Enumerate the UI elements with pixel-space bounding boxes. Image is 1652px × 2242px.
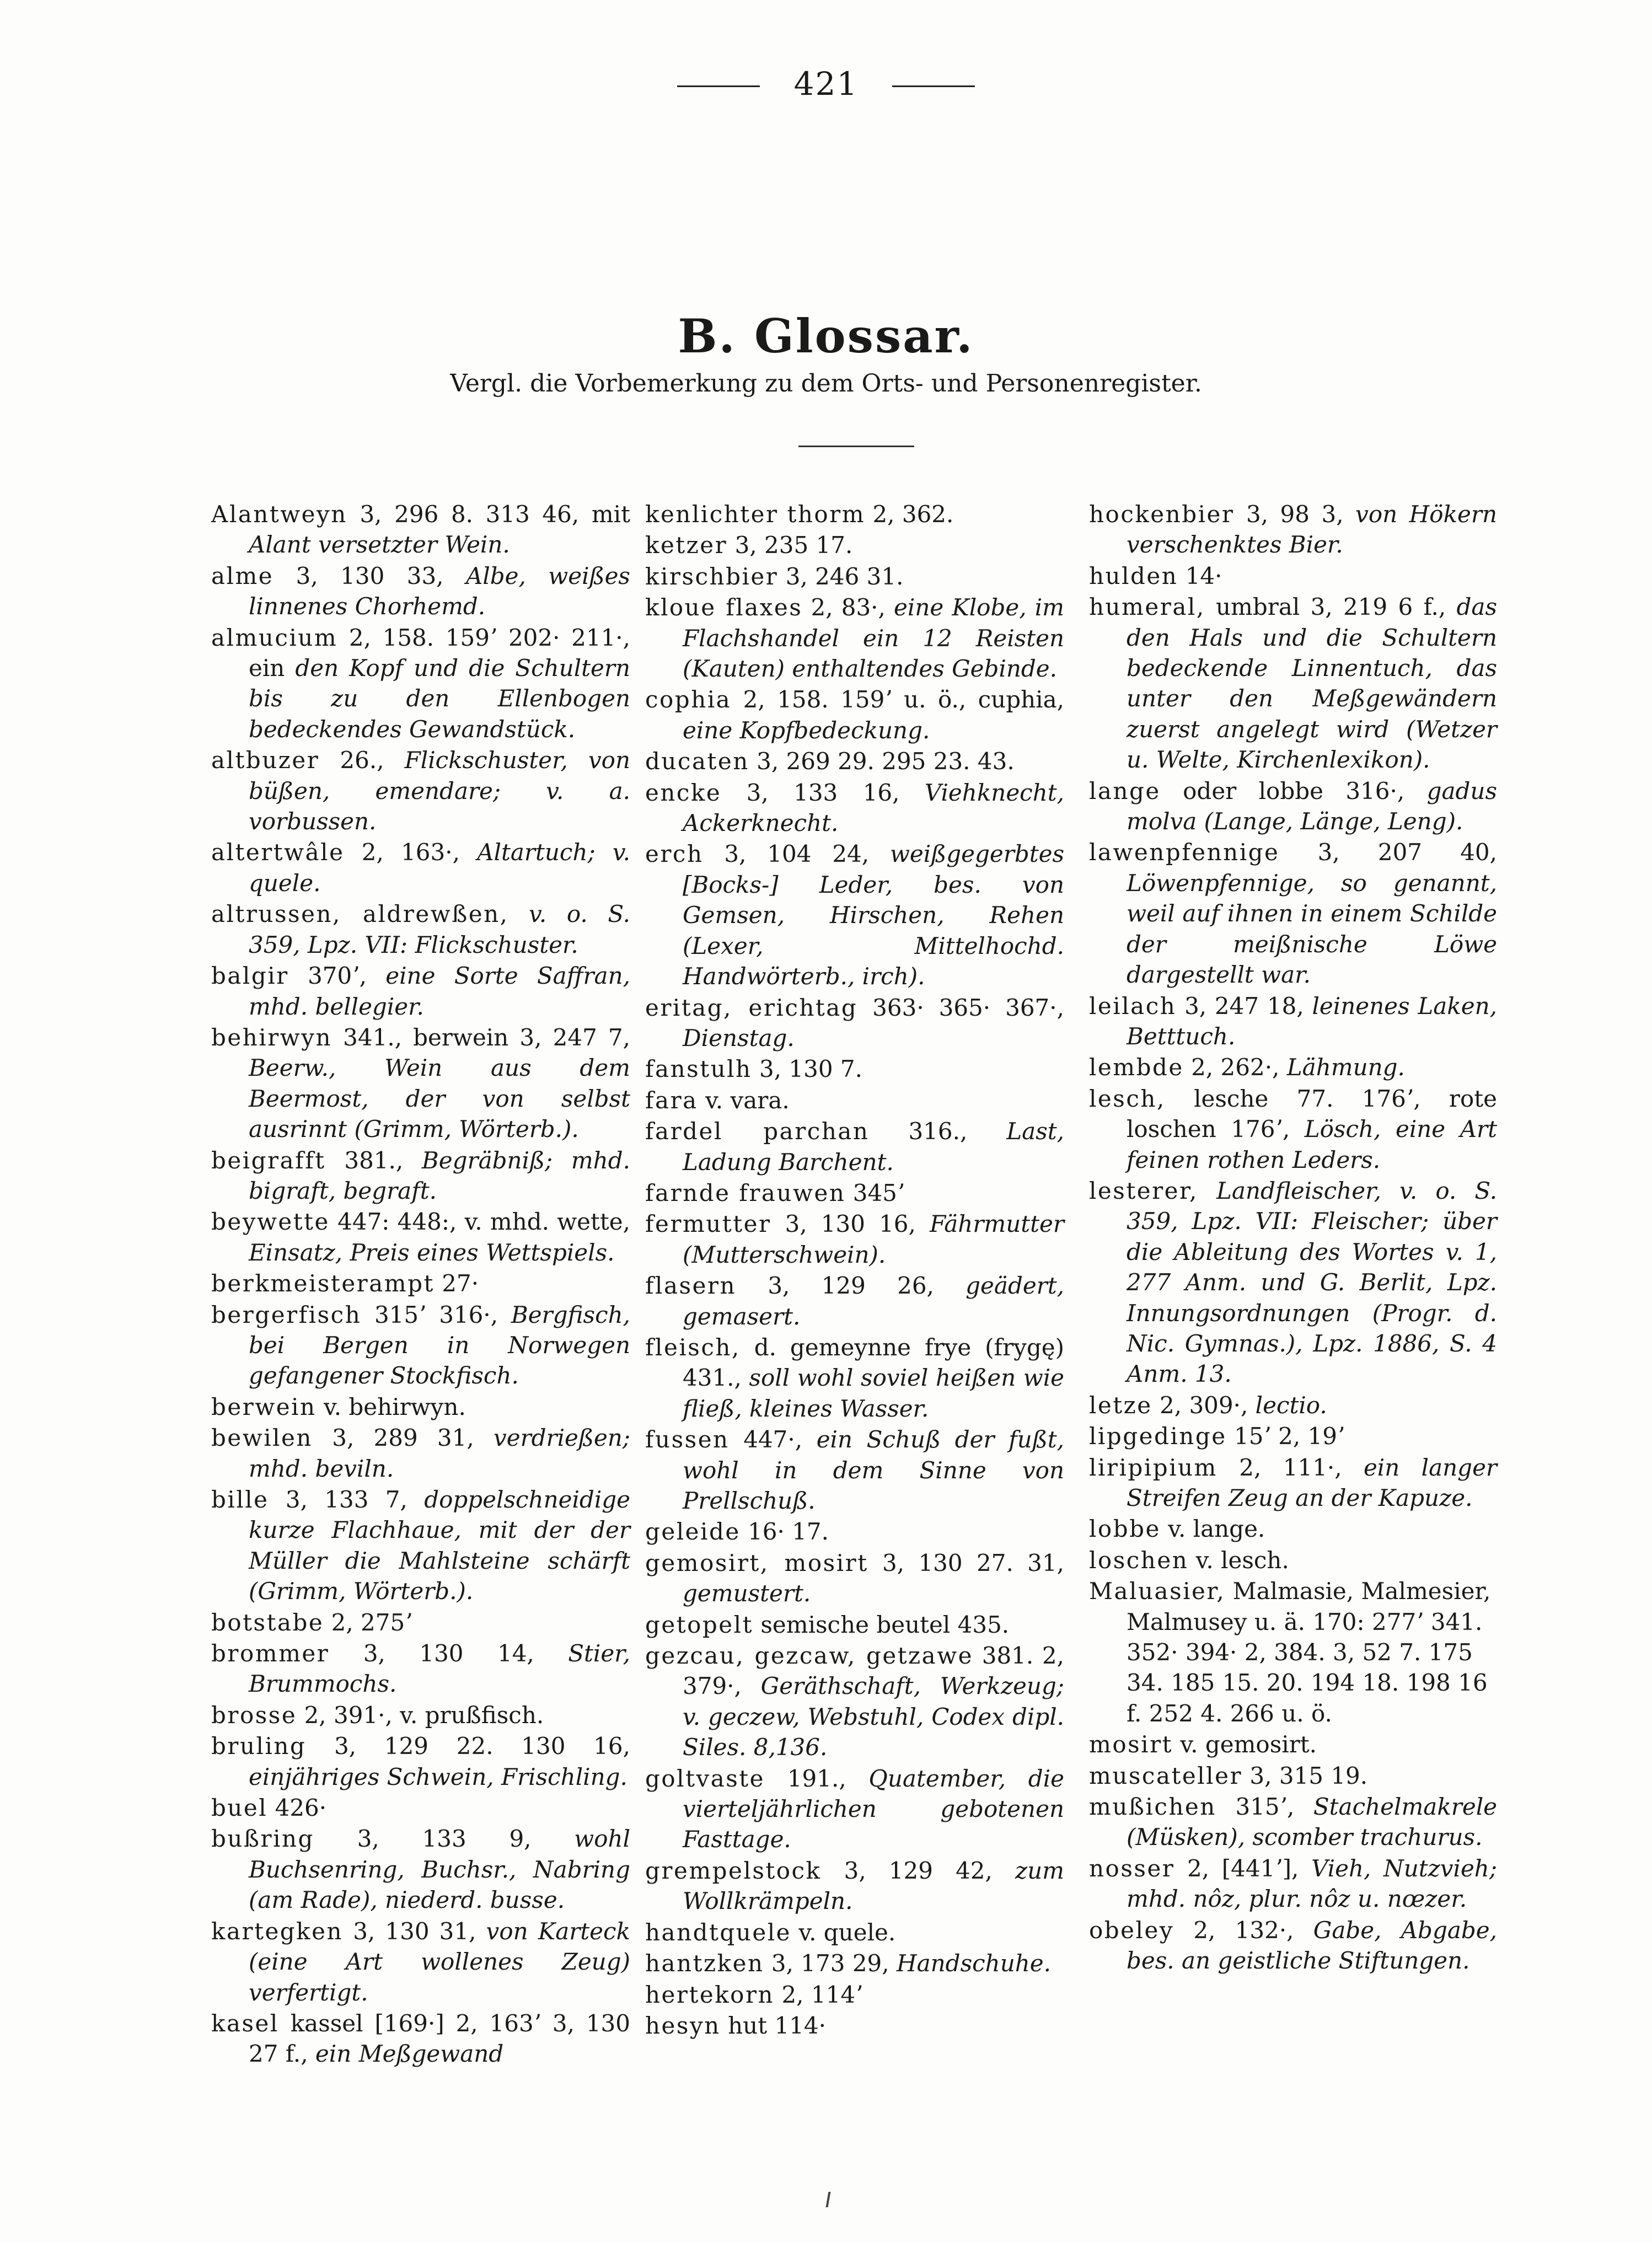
entry-gloss: Einsatz, Preis eines Wettspiels. bbox=[249, 1238, 615, 1266]
entry-headword: hertekorn bbox=[645, 1981, 775, 2008]
entry-references: v. gemosirt. bbox=[1180, 1731, 1317, 1758]
entry-references: 3, 98 3, bbox=[1246, 501, 1344, 528]
entry-gloss: weißgegerbtes [Bocks-] Leder, bes. von Gemsen, Hirschen, Rehen (Lexer, Mittelhochd. Handwörterb., irch). bbox=[683, 840, 1064, 990]
entry-references: 316., bbox=[908, 1118, 968, 1145]
entry-headword: hesyn bbox=[645, 2012, 721, 2039]
glossary-entry bbox=[1089, 1052, 1497, 1082]
entry-references: v. behirwyn. bbox=[323, 1393, 466, 1420]
entry-gloss: doppelschneidige kurze Flachhaue, mit der der Müller die Mahlsteine schärft (Grimm, Wörterb.). bbox=[249, 1486, 630, 1605]
entry-gloss: von Karteck (eine Art wollenes Zeug) verfertigt. bbox=[249, 1917, 631, 2006]
glossary-entry bbox=[1089, 776, 1497, 837]
entry-headword: Alantweyn bbox=[211, 501, 347, 528]
entry-headword: lipgedinge bbox=[1089, 1423, 1227, 1450]
entry-references: 2, 163·, bbox=[361, 839, 460, 866]
entry-references: v. quele. bbox=[798, 1918, 896, 1946]
entry-headword: bille bbox=[211, 1486, 269, 1513]
entry-gloss: Handschuhe. bbox=[896, 1950, 1052, 1977]
glossary-entry bbox=[211, 1392, 630, 1422]
entry-gloss: verdrießen; mhd. beviln. bbox=[249, 1424, 631, 1482]
glossary-column-1 bbox=[211, 499, 630, 2070]
entry-references: kassel [169·] 2, 163ʼ 3, 130 27 f., bbox=[249, 2009, 630, 2068]
entry-references: 27· bbox=[442, 1270, 479, 1297]
entry-references: 2, 362. bbox=[872, 501, 954, 528]
glossary-entry bbox=[1089, 1853, 1497, 1914]
glossary-entry bbox=[1089, 1761, 1497, 1791]
entry-headword: kenlichter thorm bbox=[645, 501, 866, 528]
entry-headword: grempelstock bbox=[645, 1857, 822, 1884]
entry-gloss: eine Sorte Saffran, mhd. bellegier. bbox=[249, 962, 630, 1020]
glossary-entry bbox=[645, 561, 1064, 592]
glossary-entry bbox=[645, 993, 1064, 1054]
entry-references: 381., bbox=[344, 1146, 404, 1174]
glossary-entry bbox=[211, 1638, 630, 1699]
glossary-entry bbox=[645, 2010, 1064, 2041]
entry-headword: kirschbier bbox=[645, 562, 779, 590]
entry-references: 3, 289 31, bbox=[332, 1424, 474, 1452]
glossary-entry bbox=[1089, 1576, 1497, 1729]
glossary-entry bbox=[645, 1763, 1064, 1855]
entry-references: 3, 129 42, bbox=[844, 1857, 993, 1884]
entry-references: 381. 2, 379·, bbox=[683, 1642, 1064, 1700]
entry-headword: nosser bbox=[1089, 1854, 1175, 1882]
glossary-entry bbox=[211, 623, 630, 745]
entry-headword: lesterer, bbox=[1089, 1177, 1198, 1204]
entry-headword: letze bbox=[1089, 1391, 1152, 1419]
glossary-entry bbox=[211, 1022, 630, 1145]
entry-headword: fanstulh bbox=[645, 1055, 752, 1083]
entry-gloss: Gabe, Abgabe, bes. an geistliche Stiftungen. bbox=[1127, 1916, 1497, 1975]
section-subtitle: Vergl. die Vorbemerkung zu dem Orts- und Personenregister. bbox=[450, 369, 1202, 398]
glossary-entry bbox=[211, 837, 630, 898]
entry-headword: geleide bbox=[645, 1518, 741, 1546]
page-number: 421 bbox=[793, 65, 859, 103]
entry-references: lesche 77. 176ʼ, rote loschen 176ʼ, bbox=[1127, 1085, 1498, 1143]
entry-headword: brommer bbox=[211, 1640, 330, 1667]
section-title: B. Glossar. bbox=[678, 309, 974, 363]
entry-references: 2, [441ʼ], bbox=[1187, 1854, 1299, 1882]
glossary-entry bbox=[211, 899, 630, 960]
glossary-entry bbox=[211, 745, 630, 836]
entry-references: 3, 246 31. bbox=[785, 562, 904, 590]
entry-headword: muscateller bbox=[1089, 1762, 1243, 1789]
entry-references: 2, 158. 159ʼ 202· 211·, ein bbox=[249, 624, 630, 682]
entry-gloss: den Kopf und die Schultern bis zu den Ellenbogen bedeckendes Gewandstück. bbox=[249, 655, 630, 743]
entry-gloss: ein Meßgewand bbox=[315, 2040, 504, 2068]
entry-headword: balgir bbox=[211, 962, 289, 990]
glossary-entry bbox=[645, 1855, 1064, 1917]
glossary-entry bbox=[211, 1423, 630, 1484]
entry-gloss: ein langer Streifen Zeug an der Kapuze. bbox=[1127, 1453, 1497, 1511]
entry-headword: mußichen bbox=[1089, 1793, 1216, 1821]
glossary-entry bbox=[1089, 991, 1497, 1052]
entry-gloss: Löwenpfennige, so genannt, weil auf ihnen in einem Schilde der meißnische Löwe dargestellt war. bbox=[1127, 869, 1497, 989]
entry-references: 315ʼ, bbox=[1235, 1793, 1295, 1821]
entry-references: 3, 130 16, bbox=[785, 1210, 916, 1238]
entry-headword: encke bbox=[645, 779, 722, 806]
entry-references: 370ʼ, bbox=[308, 962, 367, 990]
entry-headword: hantzken bbox=[645, 1950, 764, 1977]
entry-gloss: Landfleischer, v. o. S. 359, Lpz. VII: Fleischer; über die Ableitung des Wortes v. 1, 277 Anm. und G. Berlit, Lpz. Innungsordnungen (Progr. d. Nic. Gymnas.), Lpz. 1886, S. 4 Anm. 13. bbox=[1127, 1177, 1497, 1388]
entry-headword: fardel parchan bbox=[645, 1118, 870, 1145]
entry-references: 3, 130 14, bbox=[363, 1640, 534, 1667]
entry-headword: lembde bbox=[1089, 1054, 1184, 1081]
entry-headword: hulden bbox=[1089, 562, 1178, 589]
glossary-entry bbox=[211, 499, 630, 560]
entry-headword: fara bbox=[645, 1086, 698, 1114]
entry-gloss: eine Kopfbedeckung. bbox=[683, 716, 930, 744]
entry-headword: loschen bbox=[1089, 1546, 1189, 1574]
entry-references: 3, 247 18, bbox=[1184, 992, 1304, 1020]
entry-headword: kloue flaxes bbox=[645, 594, 803, 621]
entry-references: 2, 309·, bbox=[1160, 1391, 1248, 1419]
entry-headword: farnde frauwen bbox=[645, 1179, 846, 1206]
entry-gloss: Quatember, die vierteljährlichen gebotenen Fasttage. bbox=[683, 1764, 1064, 1853]
entry-headword: Maluasier, bbox=[1089, 1578, 1226, 1605]
entry-gloss: Lähmung. bbox=[1286, 1054, 1405, 1081]
entry-gloss: Albe, weißes linnenes Chorhemd. bbox=[249, 562, 630, 620]
entry-headword: altertwâle bbox=[211, 839, 345, 866]
entry-gloss: gemustert. bbox=[683, 1580, 811, 1607]
entry-references: 3, 129 22. 130 16, bbox=[334, 1733, 630, 1760]
glossary-entry bbox=[645, 1640, 1064, 1763]
glossary-entry bbox=[1089, 1729, 1497, 1760]
glossary-entry bbox=[645, 1948, 1064, 1978]
entry-gloss: Stier, Brummochs. bbox=[249, 1640, 630, 1698]
entry-gloss: Geräthschaft, Werkzeug; v. geczew, Webstuhl, Codex dipl. Siles. 8,136. bbox=[683, 1672, 1064, 1761]
glossary-entry bbox=[1089, 1452, 1497, 1514]
entry-references: 447: 448:, v. mhd. wette, bbox=[337, 1208, 630, 1236]
glossary-entry bbox=[645, 1424, 1064, 1516]
glossary-entry bbox=[211, 561, 630, 622]
entry-gloss: Lösch, eine Art feinen rothen Leders. bbox=[1127, 1115, 1497, 1173]
entry-references: 3, 173 29, bbox=[771, 1950, 889, 1977]
glossary-entry bbox=[645, 684, 1064, 745]
entry-headword: beigrafft bbox=[211, 1146, 326, 1174]
glossary-entry bbox=[211, 1484, 630, 1607]
title-divider bbox=[798, 446, 914, 447]
glossary-entry bbox=[645, 746, 1064, 776]
entry-references: 2, 158. 159ʼ u. ö., cuphia, bbox=[743, 686, 1064, 714]
entry-references: v. vara. bbox=[705, 1086, 790, 1114]
entry-references: 2, 262·, bbox=[1191, 1054, 1280, 1081]
entry-headword: lesch, bbox=[1089, 1085, 1166, 1112]
entry-gloss: Fährmutter (Mutterschwein). bbox=[683, 1210, 1064, 1268]
entry-gloss: wohl Buchsenring, Buchsr., Nabring (am Rade), niederd. busse. bbox=[249, 1825, 631, 1914]
entry-gloss: eine Klobe, im Flachshandel ein 12 Reisten (Kauten) enthaltendes Gebinde. bbox=[683, 594, 1064, 683]
header-rule-right bbox=[892, 85, 975, 87]
entry-headword: bewilen bbox=[211, 1424, 313, 1452]
entry-headword: lobbe bbox=[1089, 1515, 1161, 1543]
entry-references: 3, 207 40, bbox=[1317, 839, 1498, 866]
glossary-entry bbox=[645, 1516, 1064, 1547]
glossary-entry bbox=[211, 1700, 630, 1730]
glossary-entry bbox=[645, 777, 1064, 839]
glossary-column-2 bbox=[645, 499, 1064, 2041]
entry-headword: alme bbox=[211, 562, 274, 589]
entry-references: 3, 130 7. bbox=[759, 1055, 862, 1083]
glossary-entry bbox=[645, 499, 1064, 529]
entry-gloss: leinenes Laken, Betttuch. bbox=[1127, 992, 1497, 1050]
header-rule-left bbox=[677, 85, 760, 87]
entry-gloss: Dienstag. bbox=[683, 1024, 795, 1052]
entry-headword: kartegken bbox=[211, 1917, 344, 1945]
entry-headword: getopelt bbox=[645, 1611, 753, 1638]
entry-headword: ducaten bbox=[645, 748, 749, 775]
footer-mark bbox=[826, 2192, 831, 2207]
entry-gloss: v. o. S. 359, Lpz. VII: Flickschuster. bbox=[249, 900, 630, 958]
entry-references: 3, 296 8. 313 46, mit bbox=[360, 501, 630, 528]
entry-references: 345ʼ bbox=[852, 1179, 905, 1206]
glossary-entry bbox=[211, 1300, 630, 1391]
glossary-entry bbox=[645, 1548, 1064, 1609]
glossary-entry bbox=[645, 1917, 1064, 1948]
entry-references: umbral 3, 219 6 f., bbox=[1216, 593, 1446, 621]
glossary-entry bbox=[645, 839, 1064, 991]
glossary-entry bbox=[211, 1731, 630, 1792]
entry-headword: berkmeisterampt bbox=[211, 1270, 435, 1297]
entry-gloss: gadus molva (Lange, Länge, Leng). bbox=[1127, 777, 1497, 835]
glossary-entry bbox=[645, 592, 1064, 684]
entry-headword: handtquele bbox=[645, 1918, 791, 1946]
glossary-entry bbox=[645, 1270, 1064, 1332]
entry-headword: leilach bbox=[1089, 992, 1177, 1020]
glossary-entry bbox=[1089, 837, 1497, 990]
glossary-entry bbox=[645, 1332, 1064, 1424]
glossary-entry bbox=[1089, 1390, 1497, 1420]
glossary-column-3 bbox=[1089, 499, 1497, 1977]
entry-gloss: Last, Ladung Barchent. bbox=[683, 1118, 1064, 1176]
entry-headword: altbuzer bbox=[211, 747, 320, 774]
entry-references: 26., bbox=[340, 747, 384, 774]
entry-gloss: Beerw., Wein aus dem Beermost, der von selbst ausrinnt (Grimm, Wörterb.). bbox=[249, 1054, 630, 1143]
entry-headword: mosirt bbox=[1089, 1731, 1173, 1758]
entry-references: 3, 235 17. bbox=[734, 532, 853, 559]
entry-headword: beywette bbox=[211, 1208, 330, 1236]
glossary-entry bbox=[645, 1054, 1064, 1084]
glossary-entry bbox=[211, 1145, 630, 1206]
glossary-entry bbox=[645, 1085, 1064, 1115]
entry-headword: bergerfisch bbox=[211, 1301, 362, 1328]
glossary-entry bbox=[211, 961, 630, 1022]
entry-headword: fussen bbox=[645, 1426, 730, 1453]
entry-gloss: geädert, gemasert. bbox=[683, 1272, 1064, 1330]
entry-references: 447·, bbox=[743, 1426, 803, 1453]
entry-references: 315ʼ 316·, bbox=[374, 1301, 498, 1328]
entry-references: d. gemeynne frye (frygę) 431., bbox=[683, 1333, 1064, 1392]
glossary-entry bbox=[211, 1607, 630, 1638]
entry-references: 3, 269 29. 295 23. 43. bbox=[757, 748, 1015, 775]
glossary-entry bbox=[645, 530, 1064, 560]
entry-references: 2, 132·, bbox=[1193, 1916, 1294, 1944]
entry-headword: gemosirt, mosirt bbox=[645, 1549, 868, 1576]
entry-references: 3, 315 19. bbox=[1249, 1762, 1368, 1789]
glossary-entry bbox=[1089, 1792, 1497, 1853]
glossary-entry bbox=[645, 1178, 1064, 1208]
entry-gloss: Stachelmakrele (Müsken), scomber trachurus. bbox=[1127, 1793, 1497, 1851]
entry-headword: erch bbox=[645, 840, 704, 868]
entry-references: 3, 129 26, bbox=[768, 1272, 934, 1300]
glossary-entry bbox=[1089, 561, 1497, 591]
glossary-entry bbox=[211, 1268, 630, 1299]
entry-gloss: von Hökern verschenktes Bier. bbox=[1127, 501, 1498, 559]
entry-gloss: Flickschuster, von büßen, emendare; v. a. vorbussen. bbox=[249, 747, 631, 835]
glossary-entry bbox=[645, 1610, 1064, 1640]
entry-headword: bruling bbox=[211, 1733, 307, 1760]
glossary-entry bbox=[645, 1209, 1064, 1270]
glossary-entry bbox=[1089, 1514, 1497, 1544]
glossary-entry bbox=[1089, 592, 1497, 775]
entry-references: hut 114· bbox=[728, 2012, 826, 2039]
entry-references: 2, 114ʼ bbox=[781, 1981, 863, 2008]
entry-headword: gezcau, gezcaw, getzawe bbox=[645, 1642, 974, 1670]
glossary-entry bbox=[1089, 1545, 1497, 1575]
entry-references: 3, 130 27. 31, bbox=[882, 1549, 1064, 1576]
entry-headword: lange bbox=[1089, 777, 1161, 804]
entry-headword: hockenbier bbox=[1089, 501, 1235, 528]
entry-references: semische beutel 435. bbox=[760, 1611, 1010, 1638]
glossary-entry bbox=[645, 1980, 1064, 2010]
glossary-entry bbox=[645, 1116, 1064, 1177]
entry-headword: buel bbox=[211, 1794, 268, 1822]
entry-headword: fleisch, bbox=[645, 1333, 741, 1361]
entry-references: 2, 83·, bbox=[811, 594, 886, 621]
entry-gloss: Altartuch; v. quele. bbox=[249, 839, 631, 897]
entry-gloss: einjähriges Schwein, Frischling. bbox=[249, 1763, 627, 1790]
entry-headword: cophia bbox=[645, 686, 732, 714]
entry-gloss: soll wohl soviel heißen wie fließ, kleines Wasser. bbox=[683, 1364, 1064, 1422]
entry-gloss: lectio. bbox=[1255, 1391, 1327, 1419]
entry-headword: berwein bbox=[211, 1393, 317, 1420]
glossary-entry bbox=[1089, 1915, 1497, 1976]
entry-gloss: ein Schuß der fußt, wohl in dem Sinne von Prellschuß. bbox=[683, 1426, 1064, 1514]
entry-headword: botstabe bbox=[211, 1608, 324, 1636]
entry-gloss: zum Wollkrämpeln. bbox=[683, 1857, 1064, 1915]
glossary-entry bbox=[211, 1823, 630, 1915]
entry-headword: almucium bbox=[211, 624, 338, 651]
entry-references: 191., bbox=[787, 1764, 846, 1792]
glossary-entry bbox=[211, 2008, 630, 2069]
entry-references: 14· bbox=[1185, 562, 1222, 589]
entry-gloss: Alant versetzter Wein. bbox=[249, 531, 510, 559]
entry-headword: bußring bbox=[211, 1825, 314, 1853]
entry-gloss: das den Hals und die Schultern bedeckende Linnentuch, das unter den Meßgewändern zuerst angelegt wird (Wetzer u. Welte, Kirchenlexikon). bbox=[1127, 593, 1498, 774]
entry-references: 15ʼ 2, 19ʼ bbox=[1233, 1423, 1345, 1450]
glossary-entry bbox=[211, 1793, 630, 1823]
glossary-entry bbox=[1089, 499, 1497, 560]
entry-headword: lawenpfennige bbox=[1089, 839, 1280, 866]
entry-references: 3, 133 7, bbox=[285, 1486, 407, 1513]
entry-headword: brosse bbox=[211, 1701, 297, 1729]
glossary-entry bbox=[211, 1206, 630, 1268]
entry-references: 3, 133 9, bbox=[357, 1825, 532, 1853]
glossary-entry bbox=[1089, 1421, 1497, 1451]
glossary-entry bbox=[1089, 1084, 1497, 1175]
entry-references: 16· 17. bbox=[748, 1518, 829, 1546]
entry-headword: eritag, erichtag bbox=[645, 994, 858, 1021]
entry-references: v. lange. bbox=[1168, 1515, 1265, 1543]
entry-headword: kasel bbox=[211, 2009, 279, 2037]
entry-references: Malmasie, Malmesier, Malmusey u. ä. 170: 277ʼ 341. 352· 394· 2, 384. 3, 52 7. 175 34. 185 15. 20. 194 18. 198 16 f. 252 4. 266 u. ö. bbox=[1127, 1578, 1491, 1727]
glossary-entry bbox=[1089, 1176, 1497, 1390]
entry-headword: flasern bbox=[645, 1272, 737, 1300]
entry-references: 426· bbox=[275, 1794, 327, 1822]
entry-references: v. lesch. bbox=[1195, 1546, 1289, 1574]
entry-references: 363· 365· 367·, bbox=[872, 994, 1064, 1021]
entry-references: 2, 275ʼ bbox=[331, 1608, 412, 1636]
entry-references: 3, 130 31, bbox=[353, 1917, 476, 1945]
entry-references: 341., berwein 3, 247 7, bbox=[343, 1023, 630, 1051]
entry-headword: goltvaste bbox=[645, 1764, 765, 1792]
entry-headword: liripipium bbox=[1089, 1453, 1217, 1481]
entry-references: 3, 130 33, bbox=[296, 562, 444, 589]
entry-gloss: Vieh, Nutzvieh; mhd. nôz, plur. nôz u. nœzer. bbox=[1127, 1854, 1498, 1913]
entry-references: 3, 104 24, bbox=[724, 840, 870, 868]
entry-references: oder lobbe 316·, bbox=[1183, 777, 1405, 804]
entry-gloss: Begräbniß; mhd. bigraft, begraft. bbox=[249, 1146, 630, 1204]
entry-gloss: Bergfisch, bei Bergen in Norwegen gefangener Stockfisch. bbox=[249, 1301, 631, 1390]
entry-headword: obeley bbox=[1089, 1916, 1174, 1944]
entry-gloss: Viehknecht, Ackerknecht. bbox=[683, 779, 1064, 837]
entry-headword: humeral, bbox=[1089, 593, 1205, 621]
entry-references: 2, 391·, v. prußfisch. bbox=[304, 1701, 544, 1729]
entry-references: 2, 111·, bbox=[1239, 1453, 1342, 1481]
entry-headword: altrussen, aldrewßen, bbox=[211, 900, 509, 928]
page-header bbox=[0, 65, 1652, 103]
entry-references: 3, 133 16, bbox=[746, 779, 900, 806]
entry-headword: ketzer bbox=[645, 532, 728, 559]
entry-headword: fermutter bbox=[645, 1210, 771, 1238]
entry-headword: behirwyn bbox=[211, 1023, 332, 1051]
glossary-entry bbox=[211, 1916, 630, 2008]
